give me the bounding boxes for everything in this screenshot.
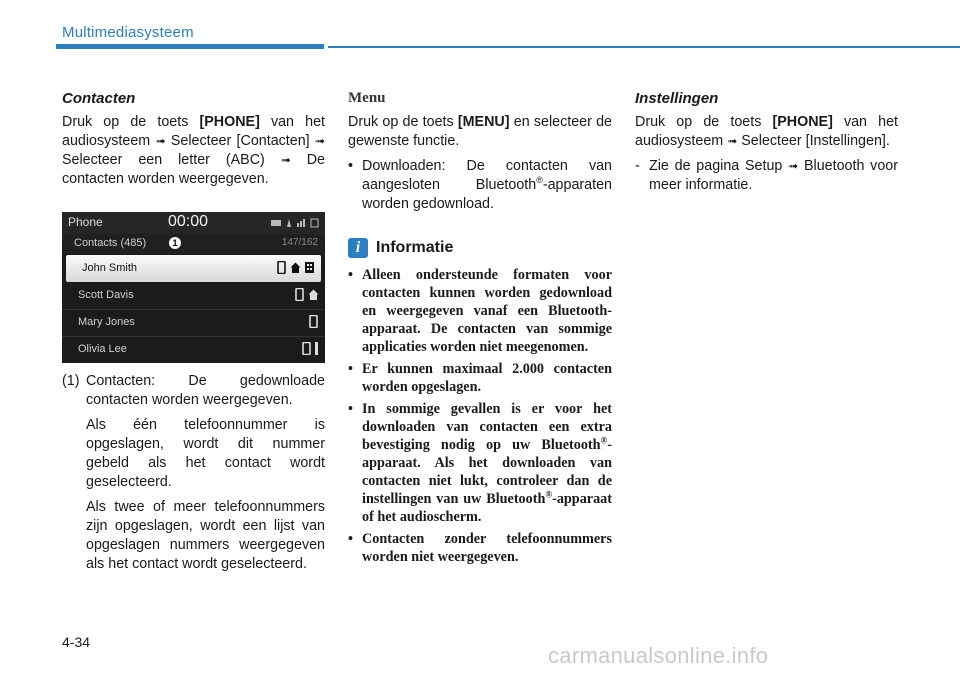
home-icon xyxy=(308,288,319,301)
arrow-icon: ➟ xyxy=(155,134,166,148)
info-title: Informatie xyxy=(376,239,454,256)
mobile-phone-icon xyxy=(276,261,287,274)
status-icons xyxy=(271,218,319,228)
info-header xyxy=(348,238,612,258)
column-contacten-notes xyxy=(62,372,325,574)
contact-row[interactable] xyxy=(62,282,325,310)
instellingen-dash-item: - Zie de pagina Setup ➟ Bluetooth voor meer informatie. xyxy=(635,158,898,193)
contacten-instructions: Druk op de toets [PHONE] van het audiosysteem ➟ Selecteer [Contacten] ➟ Selecteer een letter (ABC) ➟ De contacten worden weergegeven. xyxy=(62,114,326,187)
key-phone: [PHONE] xyxy=(199,114,260,130)
mobile-phone-icon xyxy=(294,288,305,301)
info-icon: i xyxy=(348,238,368,258)
header-rule-thick xyxy=(56,44,324,49)
section-title-instellingen: Instellingen xyxy=(635,90,719,107)
contact-row[interactable] xyxy=(62,336,325,363)
header-title: Multimediasysteem xyxy=(62,24,194,41)
contacts-list-header xyxy=(62,234,325,254)
phone-contacts-screenshot xyxy=(62,212,325,363)
menu-instructions: Druk op de toets [MENU] en selecteer de gewenste functie. xyxy=(348,114,613,149)
screen-app-label: Phone xyxy=(68,215,103,229)
callout-badge: 1 xyxy=(169,237,181,249)
page-number: 4-34 xyxy=(62,634,91,650)
column-instellingen xyxy=(635,90,898,195)
column-contacten xyxy=(62,90,325,189)
arrow-icon: ➟ xyxy=(727,134,738,148)
column-menu xyxy=(348,90,612,566)
instellingen-instructions: Druk op de toets [PHONE] van het audiosysteem ➟ Selecteer [Instellingen]. xyxy=(635,114,899,149)
contact-name: Olivia Lee xyxy=(78,343,127,355)
section-title-contacten: Contacten xyxy=(62,90,136,107)
contacts-count: 147/162 xyxy=(281,237,318,248)
screen-clock: 00:00 xyxy=(168,213,209,230)
contact-name: Mary Jones xyxy=(78,316,135,328)
arrow-icon: ➟ xyxy=(314,134,325,148)
section-title-menu: Menu xyxy=(348,90,386,106)
key-menu: [MENU] xyxy=(457,114,510,130)
note-text: Contacten: De gedownloade contacten worden weergegeven. xyxy=(86,373,325,408)
office-icon xyxy=(304,261,315,274)
note-paragraph: Als twee of meer telefoonnummers zijn opgeslagen, wordt een lijst van opgeslagen nummers weergegeven als het contact wordt geselecteerd. xyxy=(86,499,325,572)
contacts-list-title: Contacts (485) xyxy=(74,237,147,249)
contact-row[interactable] xyxy=(66,255,321,282)
note-paragraph: Als één telefoonnummer is opgeslagen, wordt dit nummer gebeld als het contact wordt geselecteerd. xyxy=(86,417,325,490)
screen-status-bar xyxy=(62,212,325,234)
mobile-phone-icon xyxy=(308,315,319,328)
contact-name: Scott Davis xyxy=(78,289,134,301)
arrow-icon: ➟ xyxy=(788,159,799,173)
numbered-note xyxy=(62,372,325,410)
key-phone: [PHONE] xyxy=(772,114,833,130)
arrow-icon: ➟ xyxy=(280,153,291,167)
home-icon xyxy=(290,261,301,274)
scrollbar-icon xyxy=(315,342,319,355)
contact-name: John Smith xyxy=(82,262,138,274)
watermark: carmanualsonline.info xyxy=(548,643,769,668)
note-number: (1) xyxy=(62,373,80,389)
info-bullet: • Er kunnen maximaal 2.000 contacten worden opgeslagen. xyxy=(348,361,612,395)
mobile-phone-icon xyxy=(301,342,312,355)
header-rule-thin xyxy=(328,46,960,48)
info-bullet: • Alleen ondersteunde formaten voor contacten kunnen worden gedownload en weergegeven vanaf een Bluetooth-apparaat. De contacten van sommige applicaties worden niet meegenomen. xyxy=(348,267,612,355)
info-bullet: • In sommige gevallen is er voor het downloaden van contacten een extra bevestiging nodig op uw Bluetooth®-apparaat. Als het downloaden van contacten niet lukt, controleer dan de instellingen van uw Bluetooth®-apparaat of het audioscherm. xyxy=(348,401,612,525)
contact-row[interactable] xyxy=(62,309,325,337)
menu-bullet: • Downloaden: De contacten van aangesloten Bluetooth®-apparaten worden gedownload. xyxy=(348,158,612,212)
info-bullet: • Contacten zonder telefoonnummers worden niet weergegeven. xyxy=(348,531,612,565)
